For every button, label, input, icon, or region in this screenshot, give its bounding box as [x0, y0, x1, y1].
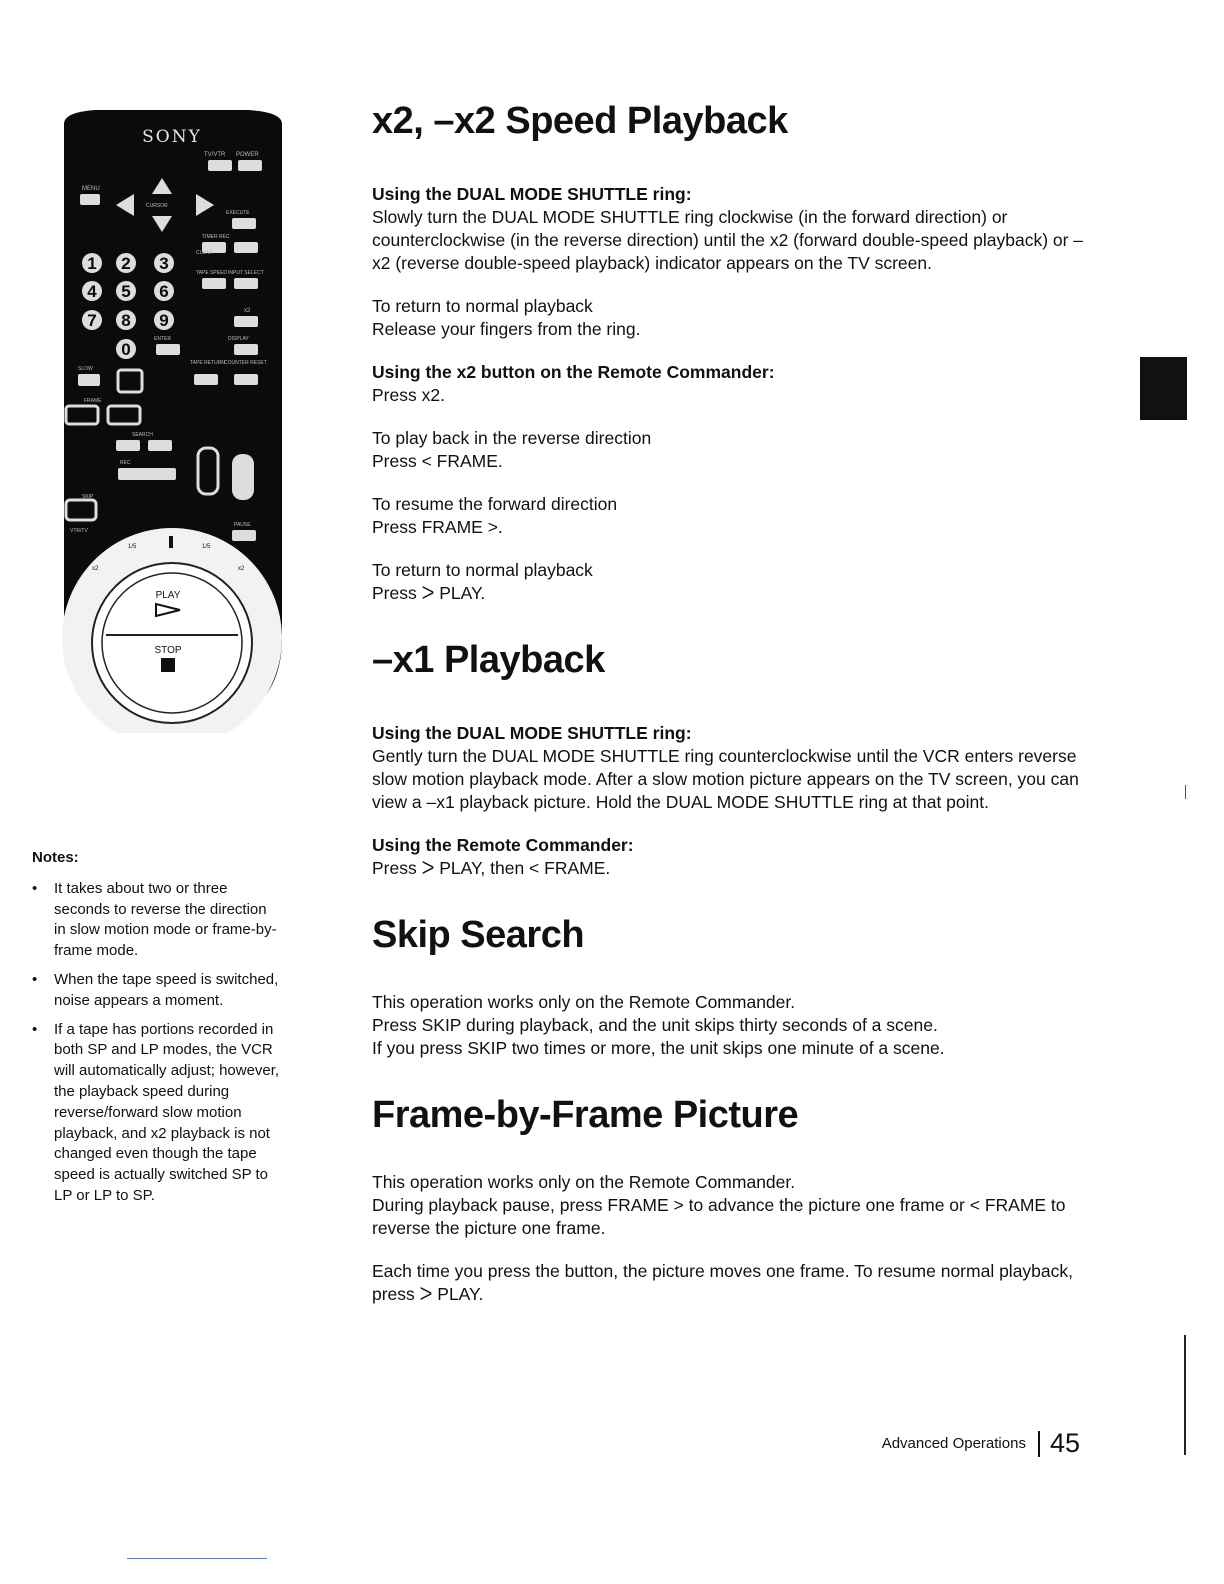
paragraph: Gently turn the DUAL MODE SHUTTLE ring counterclockwise until the VCR enters reverse slow motion playback mode. After a slow motion picture appears on the TV screen, you can view a –x1 playback picture. Hold the DUAL MODE SHUTTLE ring at that point.	[372, 746, 1079, 812]
remote-label-tape-speed: TAPE SPEED	[196, 270, 228, 276]
footer-divider	[1038, 1431, 1040, 1457]
remote-label-vtr-tv: VTR/TV	[70, 528, 88, 534]
note-item: • If a tape has portions recorded in both SP and LP modes, the VCR will automatically adjust; however, the playback speed during reverse/forward slow motion playback, and x2 playback is not changed even though the tape speed is actually switched SP to LP or LP to SP.	[32, 1020, 282, 1207]
ring-label-1-5-right: 1/5	[202, 544, 211, 550]
remote-label-cursor: CURSOR	[146, 203, 168, 209]
paragraph: This operation works only on the Remote Commander.	[372, 992, 796, 1012]
paragraph: Press x2.	[372, 385, 445, 405]
remote-label-frame: FRAME	[84, 398, 102, 404]
remote-label-pause: PAUSE	[234, 522, 251, 528]
paragraph: During playback pause, press FRAME > to advance the picture one frame or < FRAME to reverse the picture one frame.	[372, 1195, 1066, 1238]
remote-label-stop: STOP	[154, 645, 182, 656]
tvvtr-key	[208, 160, 232, 171]
chapter-tab-marker	[1140, 357, 1187, 420]
execute-key	[232, 218, 256, 229]
paragraph: To return to normal playback	[372, 560, 593, 580]
remote-label-x2: x2	[244, 308, 251, 314]
paragraph: Release your fingers from the ring.	[372, 319, 641, 339]
section-title-x2-speed: x2, –x2 Speed Playback	[372, 100, 788, 142]
power-key	[238, 160, 262, 171]
ring-label-x2-left: x2	[92, 566, 99, 572]
subheading: Using the Remote Commander:	[372, 835, 634, 855]
digit-key-9: 9	[159, 311, 169, 330]
digit-key-1: 1	[87, 254, 97, 273]
remote-label-power: POWER	[236, 152, 259, 158]
edge-mark	[1185, 785, 1186, 799]
digit-key-5: 5	[121, 282, 131, 301]
remote-label-skip: SKIP	[82, 494, 94, 500]
remote-label-timer-rec: TIMER REC	[202, 234, 230, 240]
paragraph: To play back in the reverse direction	[372, 428, 652, 448]
page-footer	[882, 1428, 1080, 1459]
remote-label-input-select: INPUT SELECT	[228, 270, 264, 276]
digit-key-0: 0	[121, 340, 131, 359]
paragraph: If you press SKIP two times or more, the unit skips one minute of a scene.	[372, 1038, 945, 1058]
remote-label-tvvtr: TV/VTR	[204, 152, 226, 158]
page-number: 45	[1049, 1428, 1080, 1458]
remote-commander-illustration	[56, 108, 288, 733]
paragraph: Press SKIP during playback, and the unit skips thirty seconds of a scene.	[372, 1015, 938, 1035]
scan-line	[127, 1558, 267, 1559]
digit-key-2: 2	[121, 254, 131, 273]
digit-key-7: 7	[87, 311, 97, 330]
notes-box	[32, 848, 282, 1215]
remote-label-clear: CLEAR	[196, 250, 213, 256]
main-content	[372, 100, 1092, 1306]
paragraph: Press ᐳ PLAY.	[372, 583, 486, 603]
paragraph: Press FRAME >.	[372, 517, 503, 537]
note-item: • It takes about two or three seconds to reverse the direction in slow motion mode or frame-by-frame mode.	[32, 879, 282, 962]
section-title-skip-search: Skip Search	[372, 914, 585, 956]
menu-key	[80, 194, 100, 205]
stop-icon	[161, 658, 175, 672]
paragraph: To return to normal playback	[372, 296, 593, 316]
remote-label-rec: REC	[120, 460, 131, 466]
remote-label-slow: SLOW	[78, 366, 93, 372]
paragraph: Press ᐳ PLAY, then < FRAME.	[372, 858, 611, 878]
remote-label-enter: ENTER	[154, 336, 171, 342]
subheading: Using the x2 button on the Remote Commander:	[372, 362, 775, 382]
paragraph: Each time you press the button, the picture moves one frame. To resume normal playback, press ᐳ PLAY.	[372, 1261, 1073, 1304]
digit-key-8: 8	[121, 311, 131, 330]
paragraph: To resume the forward direction	[372, 494, 618, 514]
ring-label-1-5-left: 1/5	[128, 544, 137, 550]
note-item: • When the tape speed is switched, noise appears a moment.	[32, 970, 282, 1012]
paragraph: Press < FRAME.	[372, 451, 503, 471]
paragraph: Slowly turn the DUAL MODE SHUTTLE ring clockwise (in the forward direction) or counterclockwise (in the reverse direction) until the x2 (forward double-speed playback) or –x2 (reverse double-speed playback) indicator appears on the TV screen.	[372, 207, 1084, 273]
edge-line	[1184, 1335, 1186, 1455]
digit-key-6: 6	[159, 282, 169, 301]
section-title-x1-playback: –x1 Playback	[372, 639, 605, 681]
subheading: Using the DUAL MODE SHUTTLE ring:	[372, 184, 692, 204]
paragraph: This operation works only on the Remote Commander.	[372, 1172, 796, 1192]
section-title-frame-by-frame: Frame-by-Frame Picture	[372, 1094, 799, 1136]
ring-label-x2-right: x2	[238, 566, 245, 572]
subheading: Using the DUAL MODE SHUTTLE ring:	[372, 723, 692, 743]
digit-key-4: 4	[87, 282, 97, 301]
remote-label-display: DISPLAY	[228, 336, 249, 342]
remote-brand-logo: SONY	[142, 127, 202, 147]
remote-label-execute: EXECUTE	[226, 210, 250, 216]
remote-label-counter-reset: COUNTER RESET	[224, 360, 267, 366]
remote-label-play: PLAY	[155, 590, 181, 601]
remote-label-menu: MENU	[82, 186, 100, 192]
notes-title: Notes:	[32, 849, 79, 866]
remote-label-search: SEARCH	[132, 432, 153, 438]
remote-label-tape-return: TAPE RETURN	[190, 360, 225, 366]
footer-section-name: Advanced Operations	[881, 1435, 1026, 1452]
digit-key-3: 3	[159, 254, 169, 273]
